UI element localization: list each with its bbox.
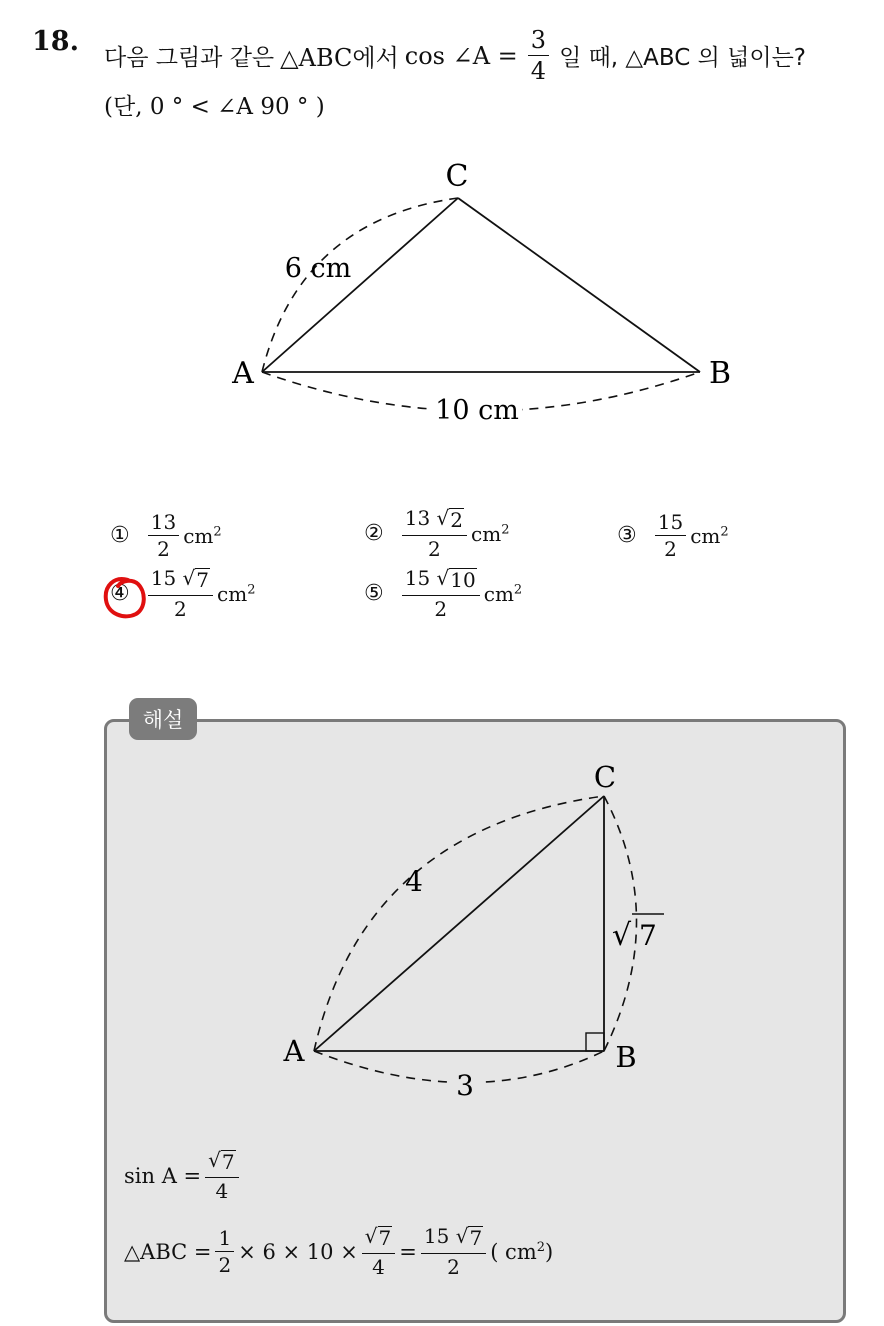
sol-vertex-a-label: A	[283, 1034, 305, 1068]
choice-5-unit: $cm^2$	[483, 581, 523, 606]
sol-vertex-b-label: B	[615, 1040, 637, 1074]
choice-4-mark: ④	[110, 581, 130, 606]
right-angle-mark	[586, 1033, 604, 1051]
sol-side-ab-label: 3	[456, 1069, 474, 1102]
eq1-numerator: √ 7	[205, 1150, 238, 1178]
choice-4-numerator: 15 √ 7	[148, 568, 213, 596]
choice-4-unit: $cm^2$	[217, 581, 256, 606]
choice-1-mark: ①	[110, 523, 130, 548]
question-number: 18.	[32, 26, 79, 57]
choice-5-denominator: 2	[434, 597, 448, 621]
choice-3-numerator: 15	[655, 512, 686, 536]
triangle-figure	[0, 0, 884, 460]
cos-numerator: 3	[528, 28, 549, 56]
eq2-lhs: △ABC =	[124, 1239, 212, 1264]
eq2-f3-numerator: 15 √ 7	[421, 1226, 486, 1254]
choice-1-unit: $cm^2$	[183, 523, 222, 548]
side-ac-line	[262, 198, 458, 372]
solution-equation-1	[124, 1150, 243, 1201]
choice-4-denominator: 2	[174, 597, 187, 621]
answer-circle-mark	[98, 570, 154, 626]
side-ac-label: 6 cm	[284, 253, 352, 284]
sol-side-bc-label: 7	[639, 919, 657, 952]
choice-5[interactable]	[364, 568, 522, 619]
question-condition: (단, 0 ° < ∠A 90 ° )	[104, 94, 325, 120]
eq2-middle: × 6 × 10 ×	[238, 1239, 358, 1264]
eq2-f3-denominator: 2	[447, 1255, 460, 1279]
choice-4-fraction	[148, 568, 213, 619]
choice-5-numerator: 15 √ 10	[402, 568, 480, 596]
eq2-fraction-1	[215, 1228, 234, 1275]
side-ab-label: 10 cm	[435, 395, 519, 426]
choice-5-mark: ⑤	[364, 581, 384, 606]
eq2-f1-numerator: 1	[215, 1228, 234, 1252]
choice-2-unit: $cm^2$	[471, 521, 510, 546]
eq2-fraction-2	[362, 1226, 395, 1277]
triangle-name: △ABC에서	[280, 44, 399, 72]
eq2-f2-numerator: √ 7	[362, 1226, 395, 1254]
eq2-f1-denominator: 2	[218, 1253, 232, 1277]
sol-vertex-c-label: C	[593, 760, 617, 794]
choice-2-fraction	[402, 508, 467, 559]
eq2-equals: =	[399, 1239, 417, 1264]
vertex-a-label: A	[232, 356, 254, 391]
choice-2-denominator: 2	[428, 537, 441, 561]
vertex-c-label: C	[445, 159, 469, 194]
choice-5-fraction	[402, 568, 480, 619]
eq2-unit: ( $cm^2$)	[490, 1239, 554, 1264]
choice-1-fraction	[148, 512, 179, 559]
eq1-fraction	[205, 1150, 238, 1201]
choice-1-denominator: 2	[157, 537, 170, 561]
choice-3-unit: $cm^2$	[690, 523, 729, 548]
sol-side-bc-radical: √	[612, 918, 632, 953]
choice-2-mark: ②	[364, 521, 384, 546]
choice-3-denominator: 2	[664, 537, 677, 561]
solution-figure	[104, 719, 840, 1119]
cos-denominator: 4	[530, 57, 547, 85]
choice-2-numerator: 13 √ 2	[402, 508, 467, 536]
eq1-lhs: sin A =	[124, 1163, 202, 1188]
choice-3[interactable]	[617, 512, 729, 559]
choice-3-mark: ③	[617, 523, 637, 548]
solution-label: 해설	[129, 698, 197, 740]
eq1-denominator: 4	[215, 1179, 229, 1203]
side-cb-line	[458, 198, 700, 372]
choice-1[interactable]	[110, 512, 222, 559]
choice-1-numerator: 13	[148, 512, 179, 536]
solution-equation-2	[124, 1226, 553, 1277]
cos-expression: cos ∠A =	[404, 41, 518, 70]
eq2-fraction-3	[421, 1226, 486, 1277]
choice-3-fraction	[655, 512, 686, 559]
question-text-after: 일 때, △ABC 의 넓이는?	[559, 45, 806, 71]
vertex-b-label: B	[708, 356, 732, 391]
eq2-f2-denominator: 4	[372, 1255, 385, 1279]
question-text-before: 다음 그림과 같은	[104, 45, 275, 71]
sol-side-ac-label: 4	[405, 865, 423, 898]
sol-side-ac-line	[314, 796, 604, 1051]
choice-2[interactable]	[364, 508, 509, 559]
